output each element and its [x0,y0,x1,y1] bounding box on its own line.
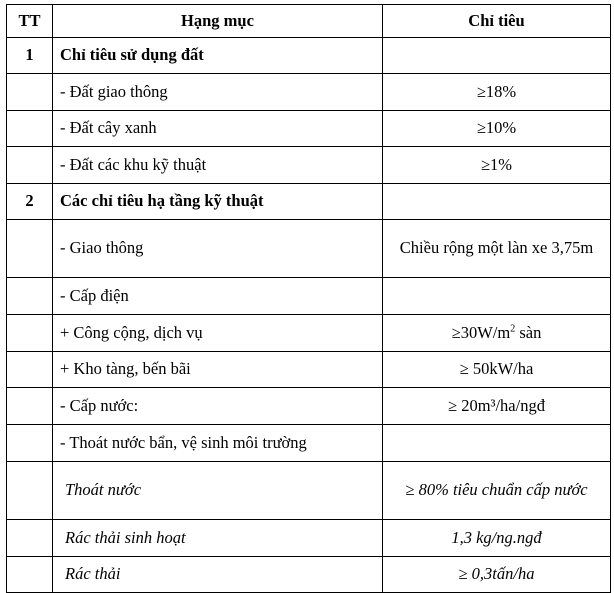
row-number [7,315,53,352]
table-row [7,462,611,520]
row-target [383,278,611,315]
target-value: ≥30W/m [451,322,511,342]
row-target [383,425,611,462]
table-row [7,220,611,278]
row-number [7,220,53,278]
header-target: Chỉ tiêu [383,5,611,38]
row-target: ≥ 20m³/ha/ngđ [383,388,611,425]
row-target: 1,3 kg/ng.ngđ [383,520,611,557]
table-row [7,388,611,425]
row-number: 2 [7,184,53,220]
table-row [7,38,611,74]
row-number [7,557,53,593]
row-target: Chiều rộng một làn xe 3,75m [383,220,611,278]
target-exponent: 2 [510,323,516,335]
row-number [7,147,53,184]
row-target [383,315,611,352]
table-row [7,278,611,315]
row-item: - Cấp điện [53,278,383,315]
table-row [7,315,611,352]
row-item: Chỉ tiêu sử dụng đất [53,38,383,74]
row-item: - Giao thông [53,220,383,278]
row-target: ≥18% [383,74,611,111]
row-number [7,520,53,557]
row-number [7,388,53,425]
indicator-table [6,4,611,593]
row-number [7,425,53,462]
row-target: ≥ 80% tiêu chuẩn cấp nước [383,462,611,520]
row-item: + Kho tàng, bến bãi [53,352,383,388]
table-row [7,557,611,593]
row-item: + Công cộng, dịch vụ [53,315,383,352]
table-row [7,74,611,111]
table-header-row [7,5,611,38]
row-target [383,38,611,74]
row-number [7,462,53,520]
row-number: 1 [7,38,53,74]
row-item: Rác thải [53,557,383,593]
row-target: ≥ 50kW/ha [383,352,611,388]
row-number [7,111,53,147]
row-item: Rác thải sinh hoạt [53,520,383,557]
row-item: - Đất giao thông [53,74,383,111]
header-tt: TT [7,5,53,38]
target-unit: sàn [515,322,542,342]
row-number [7,278,53,315]
table-row [7,520,611,557]
row-number [7,352,53,388]
row-target: ≥10% [383,111,611,147]
row-number [7,74,53,111]
table-row [7,352,611,388]
row-target [383,184,611,220]
header-item: Hạng mục [53,5,383,38]
row-target: ≥1% [383,147,611,184]
row-item: - Đất các khu kỹ thuật [53,147,383,184]
table-row [7,111,611,147]
table-row [7,147,611,184]
row-item: Thoát nước [53,462,383,520]
row-target: ≥ 0,3tấn/ha [383,557,611,593]
row-item: - Thoát nước bẩn, vệ sinh môi trường [53,425,383,462]
row-item: - Đất cây xanh [53,111,383,147]
table-row [7,184,611,220]
row-item: Các chỉ tiêu hạ tầng kỹ thuật [53,184,383,220]
row-item: - Cấp nước: [53,388,383,425]
table-row [7,425,611,462]
